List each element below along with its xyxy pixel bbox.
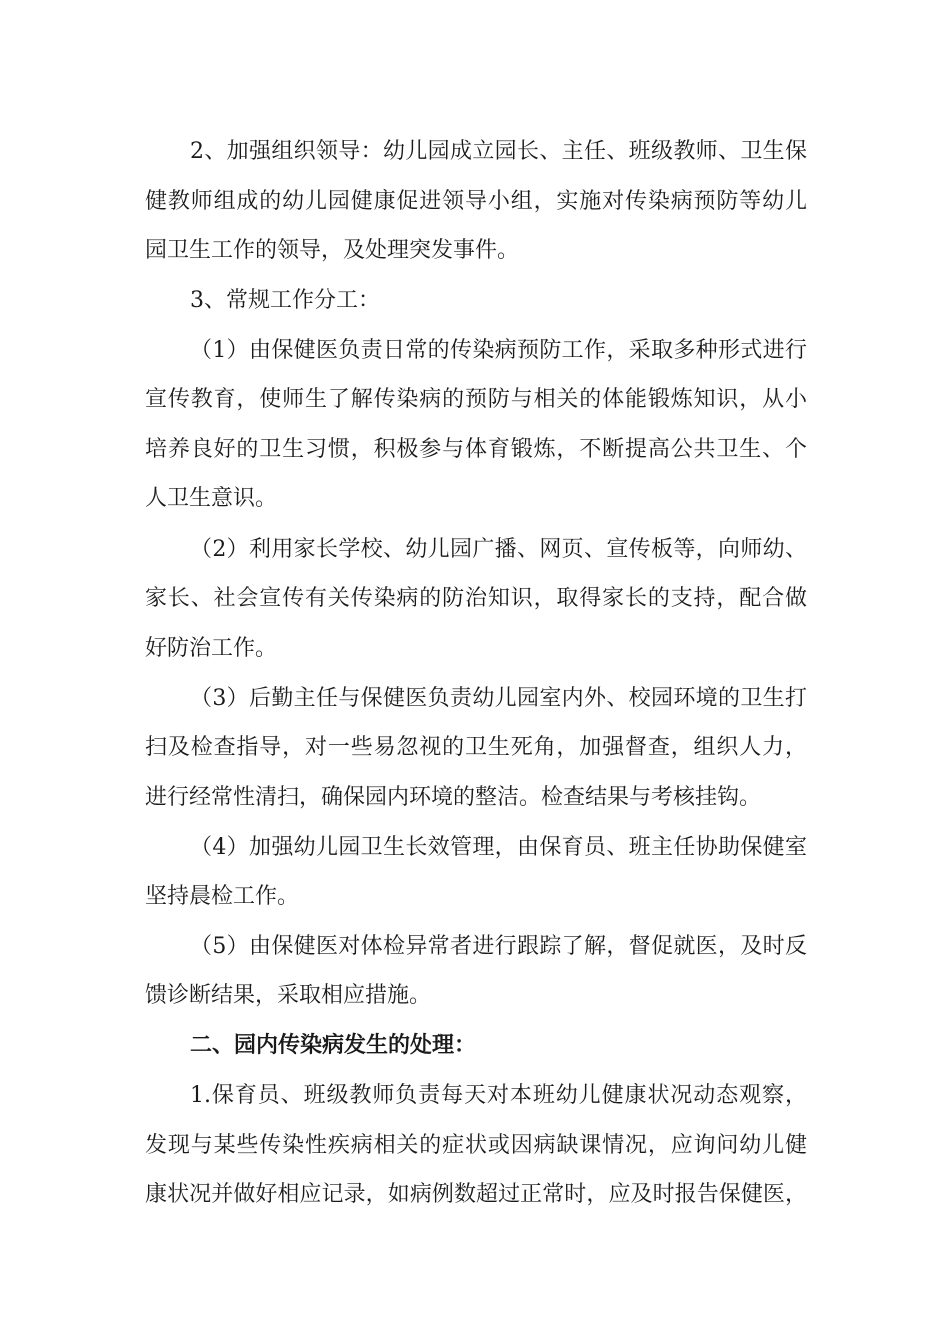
paragraph-line: （4）加强幼儿园卫生长效管理，由保育员、班主任协助保健室 <box>190 835 807 860</box>
paragraph-line: 家长、社会宣传有关传染病的防治知识，取得家长的支持，配合做 <box>145 586 807 611</box>
paragraph-line: （2）利用家长学校、幼儿园广播、网页、宣传板等，向师幼、 <box>190 537 807 562</box>
paragraph-line: 坚持晨检工作。 <box>145 884 300 909</box>
paragraph-line: （3）后勤主任与保健医负责幼儿园室内外、校园环境的卫生打 <box>190 686 807 711</box>
paragraph-line: 康状况并做好相应记录，如病例数超过正常时，应及时报告保健医， <box>145 1182 807 1207</box>
section-heading: 二、园内传染病发生的处理： <box>190 1033 477 1058</box>
paragraph-line: 培养良好的卫生习惯，积极参与体育锻炼，不断提高公共卫生、个 <box>145 437 807 462</box>
paragraph-line: 进行经常性清扫，确保园内环境的整洁。检查结果与考核挂钩。 <box>145 785 762 810</box>
paragraph-line: 宣传教育，使师生了解传染病的预防与相关的体能锻炼知识，从小 <box>145 387 807 412</box>
paragraph-line: 健教师组成的幼儿园健康促进领导小组，实施对传染病预防等幼儿 <box>145 189 807 214</box>
paragraph-line: 发现与某些传染性疾病相关的症状或因病缺课情况，应询问幼儿健 <box>145 1133 807 1158</box>
paragraph-line: （5）由保健医对体检异常者进行跟踪了解，督促就医，及时反 <box>190 934 807 959</box>
paragraph-line: 馈诊断结果，采取相应措施。 <box>145 983 432 1008</box>
paragraph-line: 扫及检查指导，对一些易忽视的卫生死角，加强督查，组织人力， <box>145 735 807 760</box>
paragraph-line: 1.保育员、班级教师负责每天对本班幼儿健康状况动态观察， <box>190 1083 807 1108</box>
paragraph-line: 2、加强组织领导：幼儿园成立园长、主任、班级教师、卫生保 <box>190 139 807 164</box>
paragraph-line: 3、常规工作分工： <box>190 288 380 313</box>
paragraph-line: 园卫生工作的领导，及处理突发事件。 <box>145 238 520 263</box>
paragraph-line: 人卫生意识。 <box>145 486 278 511</box>
paragraph-line: 好防治工作。 <box>145 636 278 661</box>
paragraph-line: （1）由保健医负责日常的传染病预防工作，采取多种形式进行 <box>190 338 807 363</box>
